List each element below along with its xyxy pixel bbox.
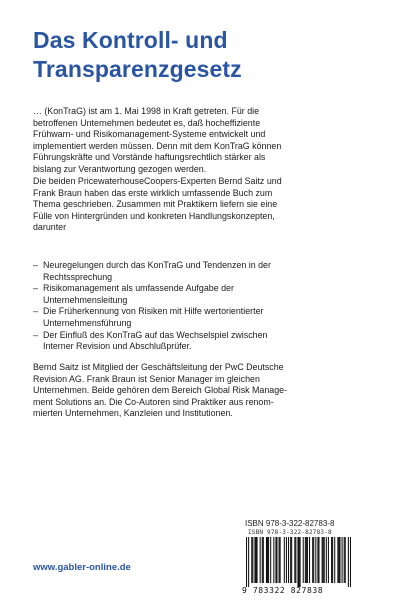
list-item (33, 260, 393, 283)
text-line: Führungskräfte und Vorstände haftungsrechtlich stärker als (33, 152, 266, 163)
barcode-bar (255, 537, 256, 583)
barcode-bar (262, 537, 263, 583)
barcode-bar (303, 537, 304, 583)
barcode-bar (322, 537, 323, 583)
barcode-bar (294, 537, 295, 583)
book-title (33, 26, 393, 84)
topics-list (33, 260, 393, 353)
barcode-bar (300, 537, 301, 587)
intro-paragraph (33, 106, 393, 176)
list-item (33, 330, 393, 353)
barcode-bar (267, 537, 268, 583)
barcode-bar (307, 537, 308, 583)
barcode-bar (246, 537, 247, 587)
isbn-label: ISBN 978-3-322-82783-8 (245, 519, 335, 528)
barcode-bar (332, 537, 333, 583)
dash-bullet: – (33, 329, 38, 340)
text-line: bislang zur Verantwortung gezogen werden. (33, 163, 207, 174)
barcode-bar (317, 537, 318, 583)
barcode-bar (252, 537, 253, 583)
barcode-bar (290, 537, 291, 583)
barcode-bar (254, 537, 255, 583)
text-line: Thema geschrieben. Zusammen mit Praktikern liefern sie eine (33, 199, 278, 210)
list-item-text: Risikomanagement als umfassende Aufgabe der (43, 283, 234, 294)
barcode-bar (326, 537, 327, 583)
barcode-bar (288, 537, 289, 583)
authors-paragraph (33, 176, 393, 234)
book-title-line-2: Transparenzgesetz (33, 56, 242, 82)
barcode-bar (331, 537, 332, 583)
barcode-bar (309, 537, 310, 583)
text-line: Die beiden PricewaterhouseCoopers-Experten Bernd Saitz und (33, 176, 282, 186)
barcode-bar (276, 537, 277, 583)
text-line: Revision AG. Frank Braun ist Senior Manager im gleichen (33, 373, 260, 384)
barcode-bar (260, 537, 261, 583)
barcode (240, 529, 360, 601)
text-line: darunter (33, 222, 67, 233)
barcode-bar (328, 537, 329, 583)
text-line: betroffenen Unternehmen bedeutet es, daß hocheffiziente (33, 117, 261, 128)
barcode-bar (323, 537, 324, 583)
barcode-bar (286, 537, 287, 583)
barcode-bar (342, 537, 343, 583)
barcode-bar (344, 537, 345, 583)
barcode-bar (339, 537, 340, 583)
barcode-bar (257, 537, 258, 583)
barcode-bar (313, 537, 314, 583)
barcode-bar (315, 537, 316, 583)
text-line: mierten Unternehmen, Kanzleien und Institutionen. (33, 408, 233, 419)
text-line: … (KonTraG) ist am 1. Mai 1998 in Kraft getreten. Für die (33, 106, 260, 116)
barcode-bar (297, 537, 298, 587)
text-line: Frühwarn- und Risikomanagement-Systeme entwickelt und (33, 129, 266, 140)
barcode-bar (348, 537, 349, 587)
barcode-bar (251, 537, 252, 583)
list-item (33, 306, 393, 329)
text-line: ment Solutions an. Die Co-Autoren sind Praktiker aus renom- (33, 396, 274, 407)
barcode-bar (266, 537, 267, 583)
list-item-text: Interner Revision und Abschlußprüfer. (43, 341, 192, 352)
barcode-bar (334, 537, 335, 583)
barcode-bar (275, 537, 276, 583)
barcode-bar (270, 537, 271, 583)
barcode-digits: 9 783322 827838 (242, 586, 324, 595)
text-line: Bernd Saitz ist Mitglied der Geschäftsleitung der PwC Deutsche (33, 362, 284, 372)
barcode-bar (305, 537, 306, 583)
barcode-bar (248, 537, 249, 587)
book-title-line-1: Das Kontroll- und (33, 27, 228, 53)
barcode-bar (312, 537, 313, 583)
barcode-bar (268, 537, 269, 583)
barcode-bar (295, 537, 296, 583)
barcode-bar (324, 537, 325, 583)
barcode-bar (337, 537, 338, 583)
barcode-bar (263, 537, 264, 583)
barcode-bar (273, 537, 274, 583)
list-item-text: Unternehmensleitung (43, 294, 128, 305)
list-item-text: Rechtssprechung (43, 271, 113, 282)
barcode-bar (306, 537, 307, 583)
text-line: Unternehmen. Beide gehören dem Bereich Global Risk Manage- (33, 385, 288, 396)
barcode-icon (244, 537, 354, 587)
list-item-text: Die Früherkennung von Risiken mit Hilfe wertorientierter (43, 306, 264, 317)
dash-bullet: – (33, 306, 38, 317)
dash-bullet: – (33, 283, 38, 294)
text-line: Frank Braun haben das erste wirklich umfassende Buch zum (33, 187, 273, 198)
barcode-isbn-caption: ISBN 978-3-322-82783-8 (248, 529, 332, 536)
publisher-website: www.gabler-online.de (33, 562, 131, 573)
barcode-bar (284, 537, 285, 583)
barcode-bar (280, 537, 281, 583)
list-item-text: Der Einfluß des KonTraG auf das Wechselspiel zwischen (43, 329, 268, 340)
barcode-bar (291, 537, 292, 583)
barcode-bar (279, 537, 280, 583)
dash-bullet: – (33, 260, 38, 270)
barcode-bar (345, 537, 346, 583)
text-line: Fülle von Hintergründen und konkreten Handlungskonzepten, (33, 210, 275, 221)
barcode-bar (350, 537, 351, 587)
authors-bio-paragraph (33, 362, 393, 420)
list-item (33, 283, 393, 306)
barcode-bar (299, 537, 300, 587)
list-item-text: Neuregelungen durch das KonTraG und Tendenzen in der (43, 260, 271, 270)
text-line: implementiert werden müssen. Denn mit dem KonTraG können (33, 140, 282, 151)
barcode-bar (338, 537, 339, 583)
list-item-text: Unternehmensführung (43, 317, 132, 328)
barcode-bar (318, 537, 319, 583)
